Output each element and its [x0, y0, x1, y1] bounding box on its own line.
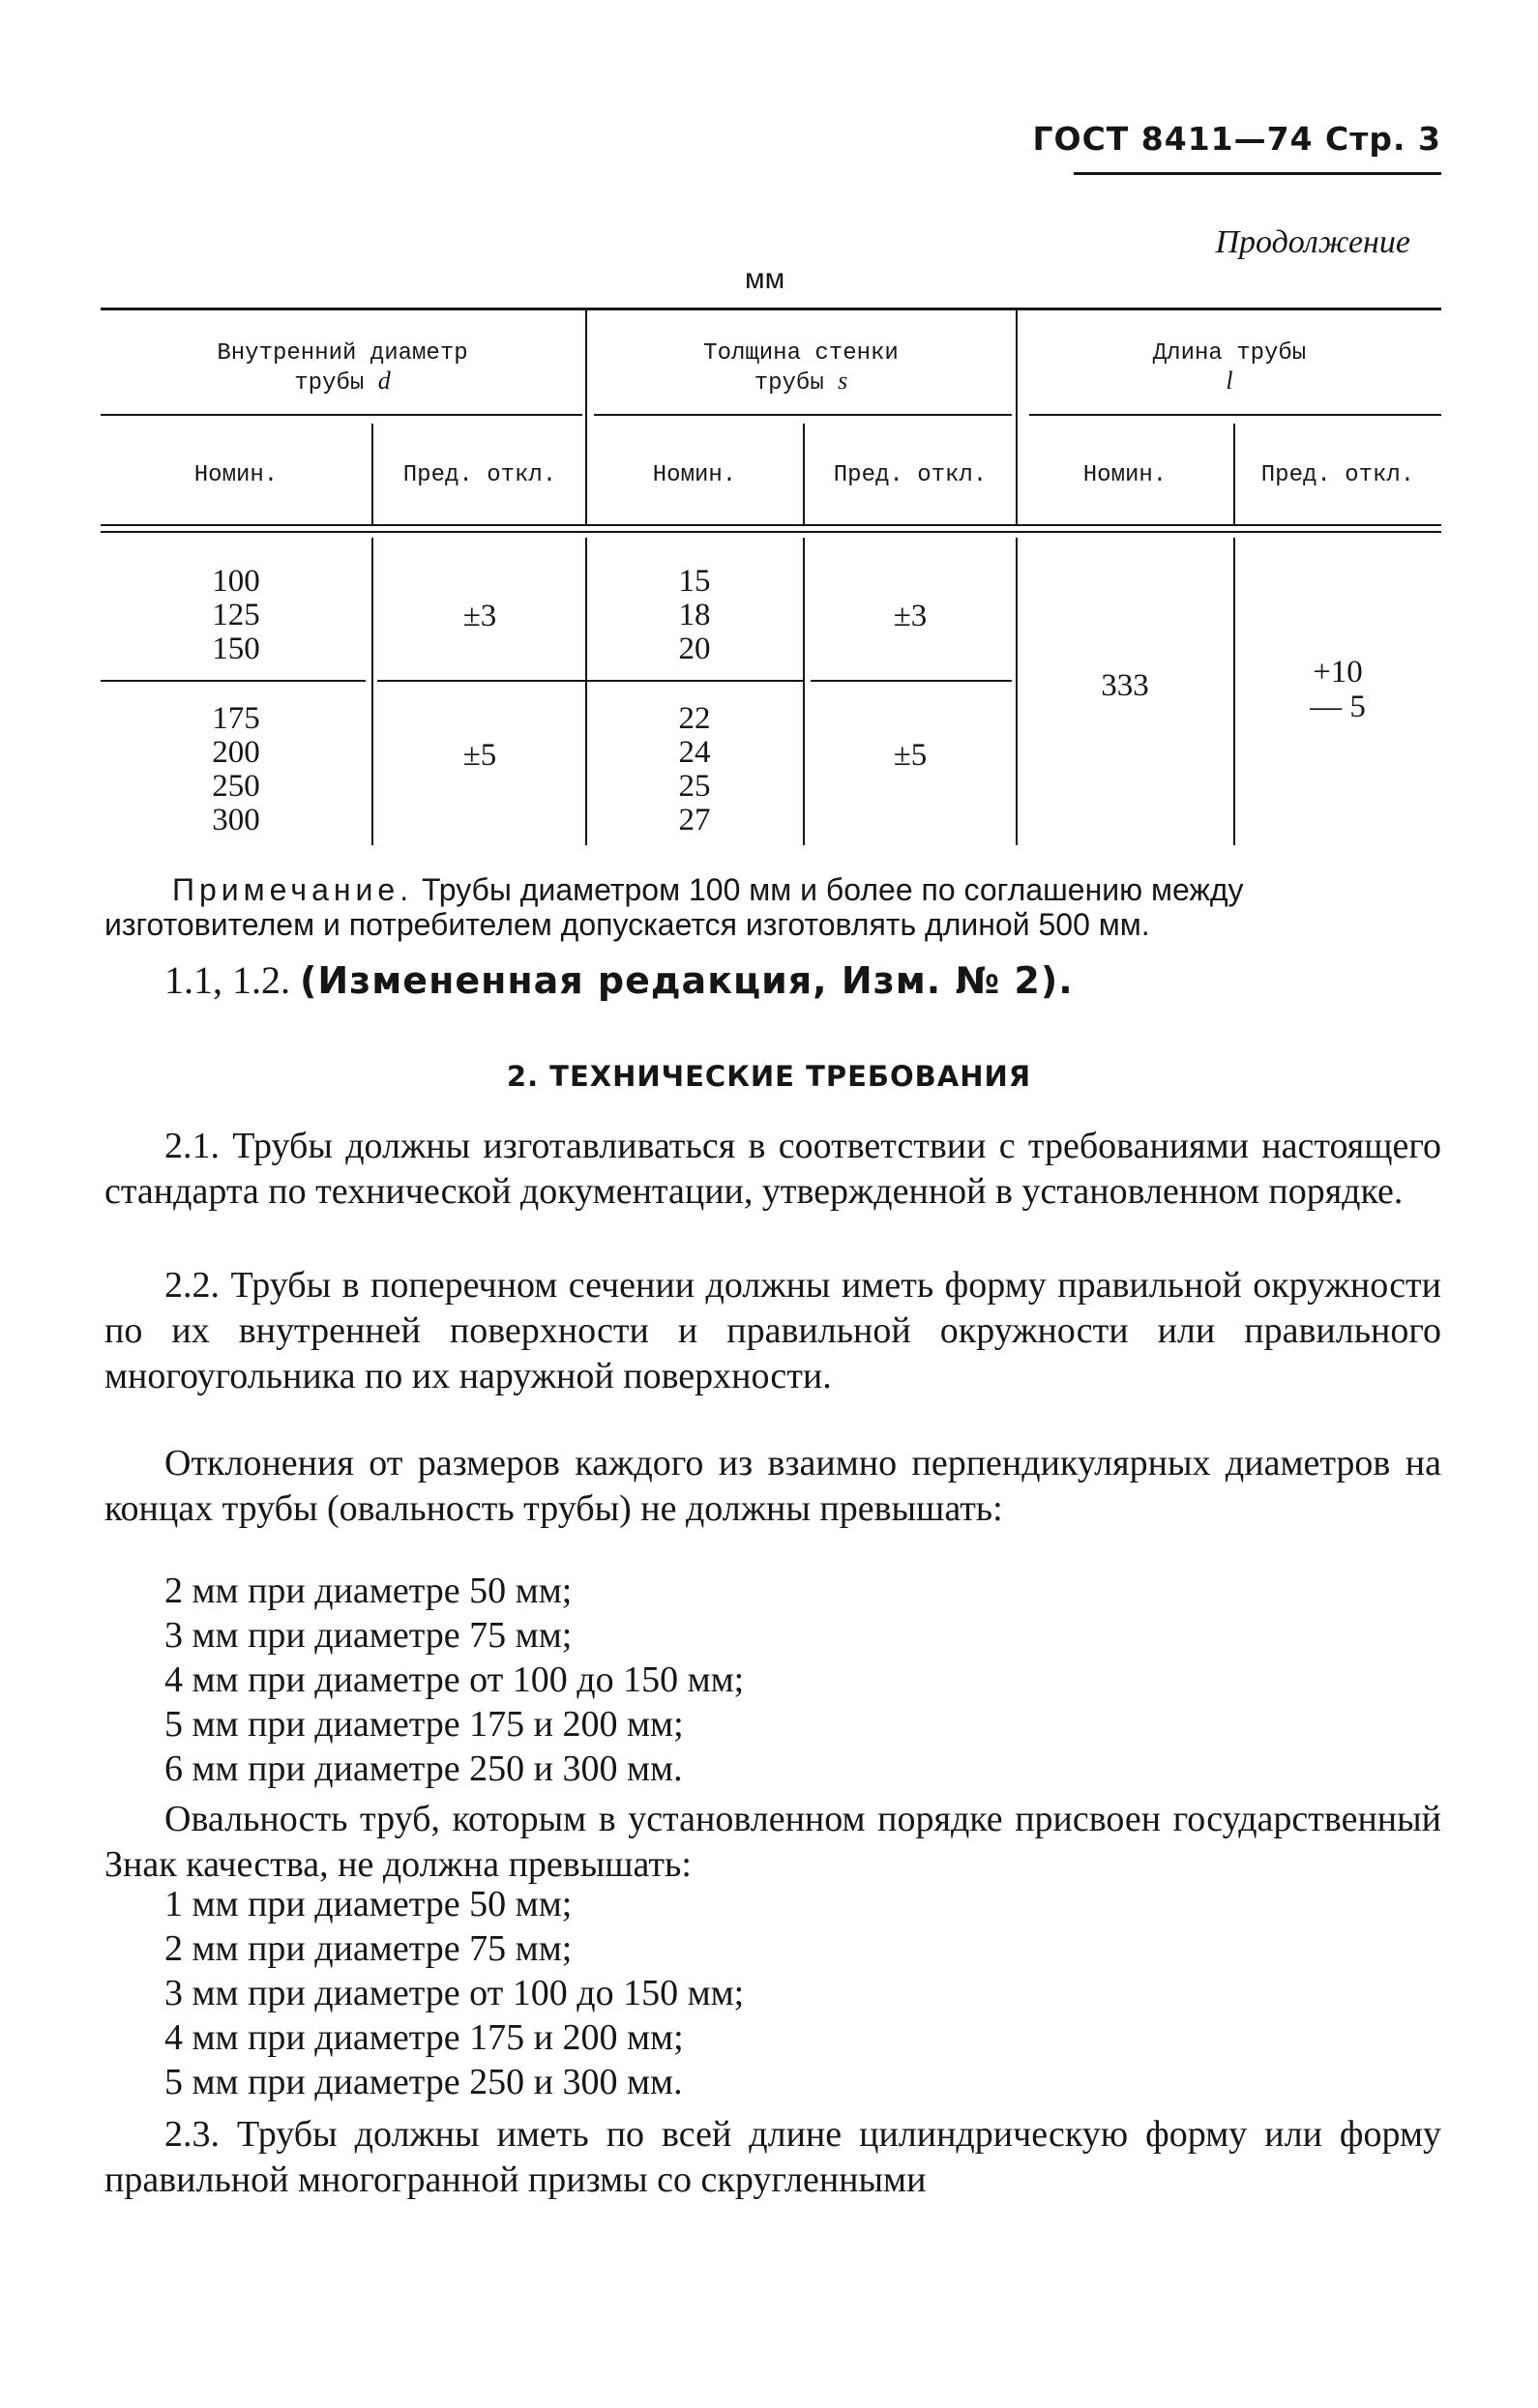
quality-item: 2 мм при диаметре 75 мм;: [164, 1928, 573, 1969]
quality-item: 5 мм при диаметре 250 и 300 мм.: [164, 2062, 683, 2102]
body-col-line-3: [803, 538, 805, 845]
section-title: 2. ТЕХНИЧЕСКИЕ ТРЕБОВАНИЯ: [506, 1060, 1032, 1093]
ovality-item: 6 мм при диаметре 250 и 300 мм.: [164, 1748, 683, 1789]
header-wall-thickness: Толщина стенки трубы s: [703, 340, 899, 396]
quality-item: 3 мм при диаметре от 100 до 150 мм;: [164, 1973, 745, 2013]
table-unit: мм: [745, 263, 785, 295]
paragraph-2-2: 2.2. Трубы в поперечном сечении должны иметь форму правильной окружности по их внутренней поверхности и правильной окружности или правильного многоугольника по их наружной поверхности.: [104, 1265, 1441, 1396]
header-rule: [1074, 172, 1441, 175]
page-header: ГОСТ 8411—74 Стр. 3: [1032, 120, 1441, 158]
continuation-label: Продолжение: [1215, 224, 1410, 260]
thickness-tolerance-2: ±5: [893, 738, 928, 773]
thickness-tolerance-1: ±3: [893, 599, 928, 633]
ovality-item: 3 мм при диаметре 75 мм;: [164, 1615, 573, 1656]
subheader-cell: Пред. откл.: [1260, 462, 1415, 488]
subheader-cell: Пред. откл.: [402, 462, 557, 488]
row-divider-1: [101, 680, 366, 682]
ovality-item: 5 мм при диаметре 175 и 200 мм;: [164, 1704, 684, 1745]
header-double-rule-a: [101, 524, 1441, 526]
table-note: Примечание. Трубы диаметром 100 мм и более по соглашению между изготовителем и потребителем допускается изготовлять длиной 500 мм.: [104, 872, 1244, 942]
thickness-group-2: 22 24 25 27: [678, 701, 711, 837]
ovality-item: 2 мм при диаметре 50 мм;: [164, 1571, 573, 1611]
diameters-group-2: 175 200 250 300: [212, 701, 260, 837]
header-inner-diameter: Внутренний диаметр трубы d: [217, 340, 468, 396]
group-rule-1: [101, 414, 582, 416]
paragraph-2-1: 2.1. Трубы должны изготавливаться в соответствии с требованиями настоящего стандарта по технической документации, утвержденной в установленном порядке.: [104, 1126, 1441, 1212]
row-divider-3: [600, 680, 803, 682]
subheader-cell: Пред. откл.: [833, 462, 988, 488]
diameters-group-1: 100 125 150: [212, 564, 260, 666]
row-divider-2: [377, 680, 600, 682]
quality-item: 1 мм при диаметре 50 мм;: [164, 1884, 573, 1924]
table-top-rule: [101, 308, 1441, 310]
group-rule-3: [1029, 414, 1441, 416]
thickness-group-1: 15 18 20: [678, 564, 711, 666]
header-pipe-length: Длина трубы l: [1152, 340, 1307, 395]
ovality-intro: Отклонения от размеров каждого из взаимно перпендикулярных диаметров на концах трубы (овальность трубы) не должны превышать:: [104, 1443, 1441, 1529]
diameter-tolerance-2: ±5: [462, 738, 497, 773]
diameter-tolerance-1: ±3: [462, 599, 497, 633]
amendment-note: 1.1, 1.2. (Измененная редакция, Изм. № 2).: [164, 958, 1074, 1002]
group-rule-2: [594, 414, 1012, 416]
ovality-item: 4 мм при диаметре от 100 до 150 мм;: [164, 1659, 745, 1700]
length-tolerance-minus: — 5: [1310, 690, 1366, 724]
header-double-rule-b: [101, 531, 1441, 533]
paragraph-2-3: 2.3. Трубы должны иметь по всей длине цилиндрическую форму или форму правильной многогранной призмы со скругленными: [104, 2114, 1441, 2200]
subheader-cell: Номин.: [652, 462, 737, 488]
length-nominal: 333: [1101, 668, 1149, 703]
subheader-cell: Номин.: [1082, 462, 1168, 488]
quality-intro: Овальность труб, которым в установленном порядке присвоен государственный Знак качества, не должна превышать:: [104, 1799, 1441, 1885]
row-divider-4: [811, 680, 1012, 682]
subheader-cell: Номин.: [193, 462, 279, 488]
body-col-line-1: [371, 538, 373, 845]
quality-item: 4 мм при диаметре 175 и 200 мм;: [164, 2017, 684, 2058]
length-tolerance-plus: +10: [1313, 655, 1363, 690]
